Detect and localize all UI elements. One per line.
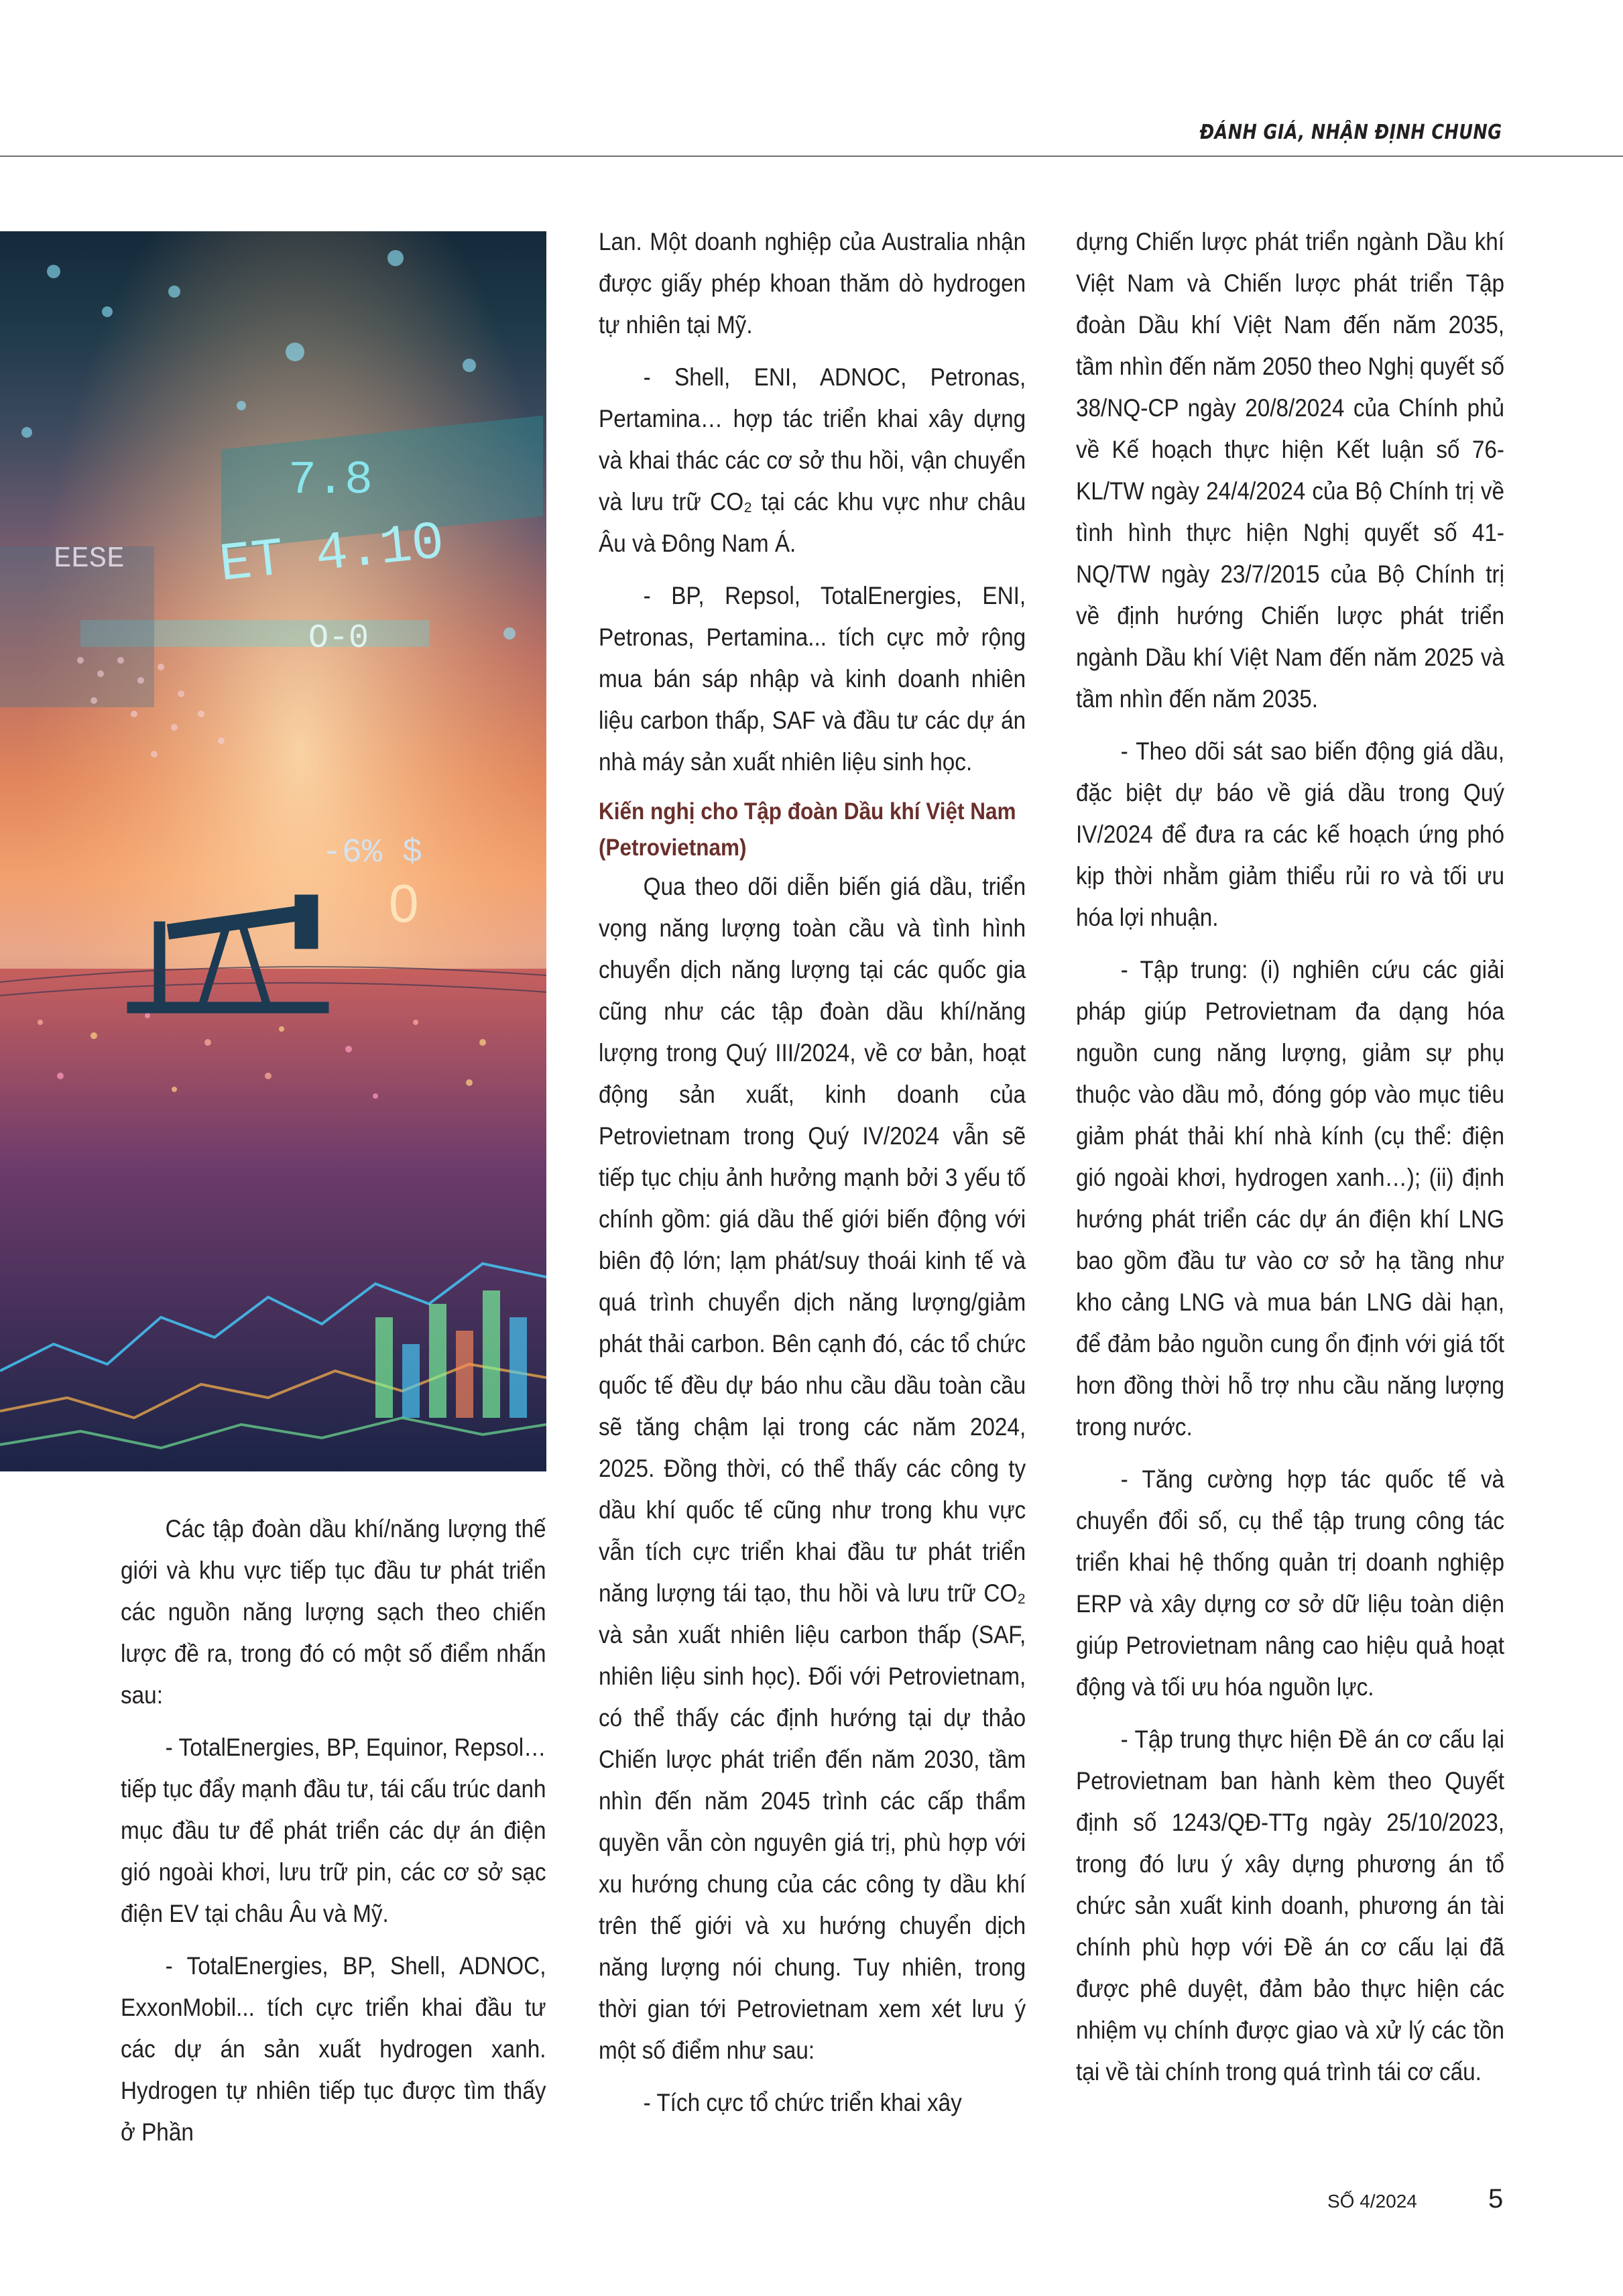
- hero-ticker-2: ET 4.10: [217, 512, 447, 597]
- col1-paragraph-2: - TotalEnergies, BP, Equinor, Repsol… tiếp tục đẩy mạnh đầu tư, tái cấu trúc danh mục đầu tư để phát triển các dự án điện gió ngoài khơi, lưu trữ pin, các cơ sở sạc điện EV tại châu Âu và Mỹ.: [121, 1734, 546, 1927]
- page-number: 5: [1488, 2184, 1504, 2214]
- section-header-title: ĐÁNH GIÁ, NHẬN ĐỊNH CHUNG: [1200, 121, 1502, 144]
- hero-label-5: 0: [389, 873, 419, 933]
- hero-label-2: O-0: [308, 619, 369, 658]
- col2-paragraph-2: - Shell, ENI, ADNOC, Petronas, Pertamina… hợp tác triển khai xây dựng và khai thác các cơ sở thu hồi, vận chuyển và lưu trữ CO₂ tại các khu vực như châu Âu và Đông Nam Á.: [599, 363, 1026, 557]
- col3-paragraph-1: dựng Chiến lược phát triển ngành Dầu khí Việt Nam và Chiến lược phát triển Tập đoàn Dầu khí Việt Nam đến năm 2035, tầm nhìn đến năm 2050 theo Nghị quyết số 38/NQ-CP ngày 20/8/2024 của Chính phủ về Kế hoạch thực hiện Kết luận số 76-KL/TW ngày 24/4/2024 của Bộ Chính trị về tình hình thực hiện Nghị quyết số 41-NQ/TW ngày 23/7/2015 của Bộ Chính trị về định hướng Chiến lược phát triển ngành Dầu khí Việt Nam đến năm 2025 và tầm nhìn đến năm 2035.: [1076, 228, 1504, 713]
- col2-paragraph-4: Qua theo dõi diễn biến giá dầu, triển vọng năng lượng toàn cầu và tình hình chuyển dịch năng lượng tại các quốc gia cũng như các tập đoàn dầu khí/năng lượng trong Quý III/2024, về cơ bản, hoạt động sản xuất, kinh doanh của Petrovietnam trong Quý IV/2024 vẫn sẽ tiếp tục chịu ảnh hưởng mạnh bởi 3 yếu tố chính gồm: giá dầu thế giới biến động với biên độ lớn; lạm phát/suy thoái kinh tế và quá trình chuyển dịch năng lượng/giảm phát thải carbon. Bên cạnh đó, các tổ chức quốc tế đều dự báo nhu cầu dầu toàn cầu sẽ tăng chậm lại trong các năm 2024, 2025. Đồng thời, có thể thấy các công ty dầu khí quốc tế cũng như trong khu vực vẫn tích cực triển khai đầu tư phát triển năng lượng tái tạo, thu hồi và lưu trữ CO₂ và sản xuất nhiên liệu carbon thấp (SAF, nhiên liệu sinh học). Đối với Petrovietnam, có thể thấy các định hướng tại dự thảo Chiến lược phát triển đến năm 2030, tầm nhìn đến năm 2045 trình các cấp thẩm quyền vẫn còn nguyên giá trị, phù hợp với xu hướng chung của các công ty dầu khí trên thế giới và xu hướng chuyển dịch năng lượng nói chung. Tuy nhiên, trong thời gian tới Petrovietnam xem xét lưu ý một số điểm như sau:: [599, 873, 1026, 2064]
- section-heading-recommendations: Kiến nghị cho Tập đoàn Dầu khí Việt Nam (Petrovietnam): [599, 798, 1016, 861]
- hero-image-oil-pump: [0, 231, 546, 1471]
- header-rule: [0, 156, 1623, 157]
- column-3: [1076, 221, 1504, 2104]
- hero-ticker-1: 7.8: [288, 455, 373, 507]
- col2-paragraph-3: - BP, Repsol, TotalEnergies, ENI, Petronas, Pertamina... tích cực mở rộng mua bán sáp nhập và kinh doanh nhiên liệu carbon thấp, SAF và đầu tư các dự án nhà máy sản xuất nhiên liệu sinh học.: [599, 582, 1026, 776]
- col3-paragraph-3: - Tập trung: (i) nghiên cứu các giải pháp giúp Petrovietnam đa dạng hóa nguồn cung năng lượng, giảm sự phụ thuộc vào dầu mỏ, đóng góp vào mục tiêu giảm phát thải khí nhà kính (cụ thể: điện gió ngoài khơi, hydrogen xanh…); (ii) định hướng phát triển các dự án điện khí LNG bao gồm đầu tư vào cơ sở hạ tầng như kho cảng LNG và mua bán LNG dài hạn, để đảm bảo nguồn cung ổn định với giá tốt hơn đồng thời hỗ trợ nhu cầu năng lượng trong nước.: [1076, 956, 1504, 1441]
- footer-issue: SỐ 4/2024: [1327, 2191, 1417, 2212]
- hero-label-1: EESE: [54, 542, 125, 576]
- col1-paragraph-1: Các tập đoàn dầu khí/năng lượng thế giới và khu vực tiếp tục đầu tư phát triển các nguồn năng lượng sạch theo chiến lược đề ra, trong đó có một số điểm nhấn sau:: [121, 1515, 546, 1709]
- hero-illustration: [0, 231, 546, 1471]
- col2-paragraph-5: - Tích cực tổ chức triển khai xây: [643, 2089, 962, 2116]
- col3-paragraph-5: - Tập trung thực hiện Đề án cơ cấu lại Petrovietnam ban hành kèm theo Quyết định số 1243/QĐ-TTg ngày 25/10/2023, trong đó lưu ý xây dựng phương án tổ chức sản xuất kinh doanh, phương án tài chính phù hợp với Đề án cơ cấu lại đã được phê duyệt, đảm bảo thực hiện các nhiệm vụ chính được giao và xử lý các tồn tại về tài chính trong quá trình tái cơ cấu.: [1076, 1726, 1504, 2086]
- col3-paragraph-2: - Theo dõi sát sao biến động giá dầu, đặc biệt dự báo về giá dầu trong Quý IV/2024 để đưa ra các kế hoạch ứng phó kịp thời nhằm giảm thiểu rủi ro và tối ưu hóa lợi nhuận.: [1076, 737, 1504, 931]
- column-2: [599, 221, 1026, 2134]
- column-1: [121, 1508, 546, 2164]
- col2-paragraph-1: Lan. Một doanh nghiệp của Australia nhận được giấy phép khoan thăm dò hydrogen tự nhiên tại Mỹ.: [599, 228, 1026, 339]
- col1-paragraph-3: - TotalEnergies, BP, Shell, ADNOC, ExxonMobil... tích cực triển khai đầu tư các dự án sản xuất hydrogen xanh. Hydrogen tự nhiên tiếp tục được tìm thấy ở Phần: [121, 1952, 546, 2146]
- col3-paragraph-4: - Tăng cường hợp tác quốc tế và chuyển đổi số, cụ thể tập trung công tác triển khai hệ thống quản trị doanh nghiệp ERP và xây dựng cơ sở dữ liệu toàn diện giúp Petrovietnam nâng cao hiệu quả hoạt động và tối ưu hóa nguồn lực.: [1076, 1465, 1504, 1701]
- hero-label-3: -6% $: [322, 834, 423, 872]
